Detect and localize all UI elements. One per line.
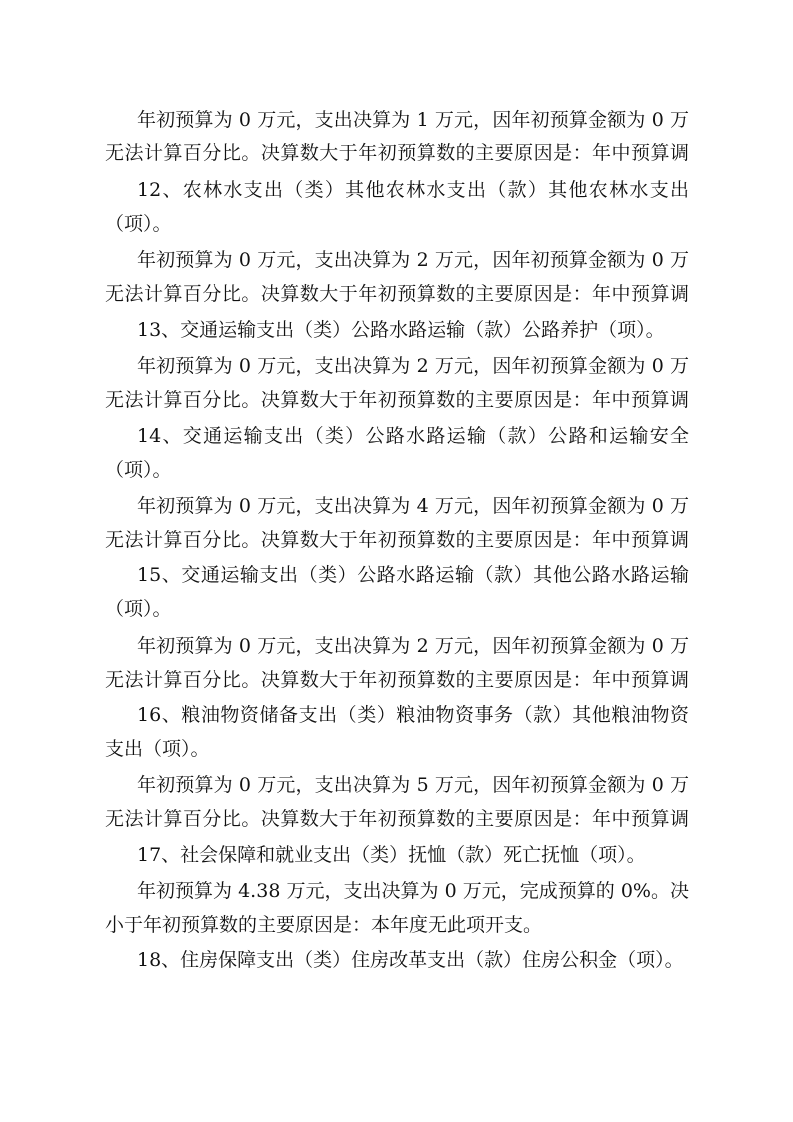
body-text-line: 年初预算为 0 万元，支出决算为 2 万元，因年初预算金额为 0 万 <box>137 635 689 657</box>
body-text-line: 无法计算百分比。决算数大于年初预算数的主要原因是：年中预算调 <box>105 283 689 305</box>
item-heading-14-cont: （项）。 <box>105 459 172 481</box>
body-text-line: 无法计算百分比。决算数大于年初预算数的主要原因是：年中预算调 <box>105 808 689 830</box>
item-heading-16: 16、粮油物资储备支出（类）粮油物资事务（款）其他粮油物资 <box>137 704 689 726</box>
body-text-line: 年初预算为 4.38 万元，支出决算为 0 万元，完成预算的 0%。决 <box>137 880 689 902</box>
body-text-line: 无法计算百分比。决算数大于年初预算数的主要原因是：年中预算调 <box>105 669 689 691</box>
body-text-line: 年初预算为 0 万元，支出决算为 2 万元，因年初预算金额为 0 万 <box>137 355 689 377</box>
item-heading-15-cont: （项）。 <box>105 598 172 620</box>
body-text-line: 小于年初预算数的主要原因是：本年度无此项开支。 <box>105 914 543 936</box>
body-text-line: 无法计算百分比。决算数大于年初预算数的主要原因是：年中预算调 <box>105 529 689 551</box>
item-heading-13: 13、交通运输支出（类）公路水路运输（款）公路养护（项）。 <box>137 319 665 341</box>
body-text-line: 无法计算百分比。决算数大于年初预算数的主要原因是：年中预算调 <box>105 389 689 411</box>
body-text-line: 年初预算为 0 万元，支出决算为 5 万元，因年初预算金额为 0 万 <box>137 774 689 796</box>
body-text-line: 年初预算为 0 万元，支出决算为 1 万元，因年初预算金额为 0 万 <box>137 109 689 131</box>
item-heading-16-cont: 支出（项）。 <box>105 738 210 760</box>
item-heading-17: 17、社会保障和就业支出（类）抚恤（款）死亡抚恤（项）。 <box>137 844 646 866</box>
item-heading-18: 18、住房保障支出（类）住房改革支出（款）住房公积金（项）。 <box>137 949 684 971</box>
body-text-line: 年初预算为 0 万元，支出决算为 2 万元，因年初预算金额为 0 万 <box>137 249 689 271</box>
item-heading-12-cont: （项）。 <box>105 213 172 235</box>
item-heading-14: 14、交通运输支出（类）公路水路运输（款）公路和运输安全 <box>137 425 689 447</box>
body-text-line: 无法计算百分比。决算数大于年初预算数的主要原因是：年中预算调 <box>105 142 689 164</box>
item-heading-12: 12、农林水支出（类）其他农林水支出（款）其他农林水支出 <box>137 179 689 201</box>
body-text-line: 年初预算为 0 万元，支出决算为 4 万元，因年初预算金额为 0 万 <box>137 495 689 517</box>
item-heading-15: 15、交通运输支出（类）公路水路运输（款）其他公路水路运输 <box>137 564 689 586</box>
